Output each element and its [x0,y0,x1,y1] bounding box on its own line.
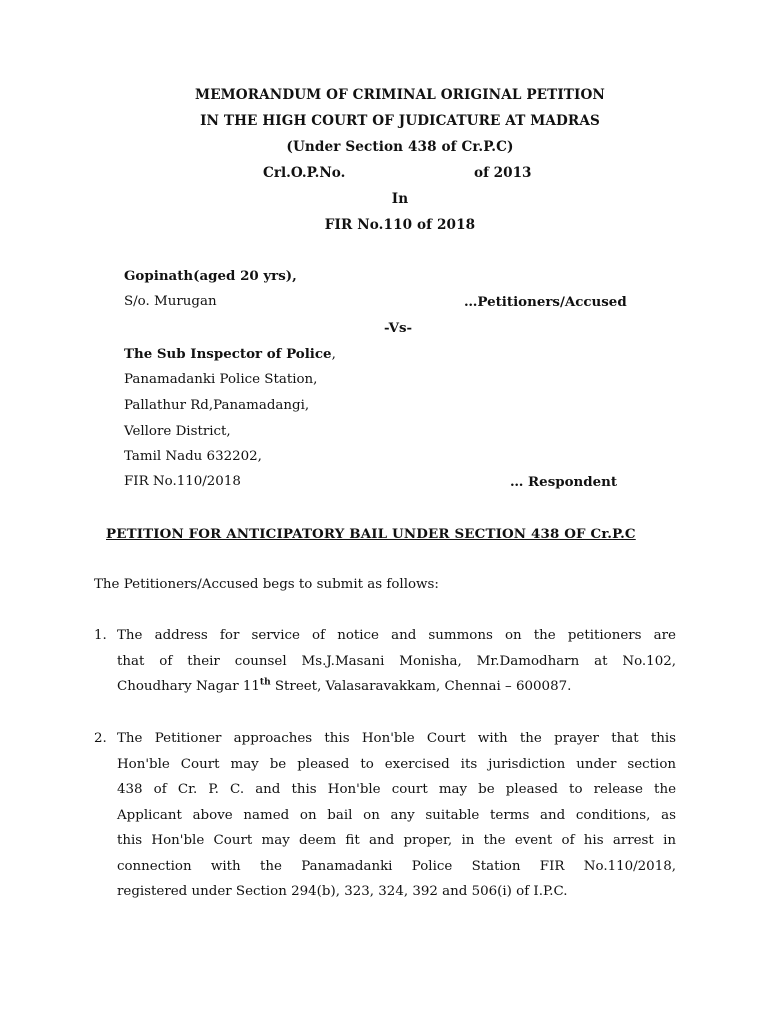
section-reference: (Under Section 438 of Cr.P.C) [286,139,514,155]
respondent-address-line: Panamadanki Police Station, [124,372,318,387]
crl-op-year: of 2013 [474,165,532,181]
petitioner-role: …Petitioners/Accused [464,294,627,310]
respondent-address-line: Pallathur Rd,Panamadangi, [124,398,310,413]
paragraph-number: 1. [94,628,107,643]
paragraph-line-part: Street, Valasaravakkam, Chennai – 600087. [270,679,572,694]
in-label: In [391,191,409,207]
paragraph-line: Applicant above named on bail on any suitable terms and conditions, as [117,807,676,823]
superscript-ordinal: th [259,677,271,688]
paragraph-line: 438 of Cr. P. C. and this Hon'ble court may be pleased to release the [117,782,676,797]
petitioner-name: Gopinath(aged 20 yrs), [124,268,297,284]
petitioner-relation: S/o. Murugan [124,294,217,309]
paragraph-line: registered under Section 294(b), 323, 324, 392 and 506(i) of I.P.C. [117,884,568,899]
paragraph-1 [117,623,676,700]
paragraph-line: connection with the Panamadanki Police Station FIR No.110/2018, [117,858,676,874]
memorandum-title: MEMORANDUM OF CRIMINAL ORIGINAL PETITION [195,87,605,103]
paragraph-line: this Hon'ble Court may deem fit and proper, in the event of his arrest in [117,833,676,848]
respondent-name [124,346,336,362]
paragraph-line: The address for service of notice and summons on the petitioners are [117,628,676,643]
intro-text: The Petitioners/Accused begs to submit as follows: [94,577,439,592]
paragraph-line-part: Choudhary Nagar 11 [117,679,260,694]
respondent-name-suffix: , [331,347,336,362]
paragraph-line: Hon'ble Court may be pleased to exercised its jurisdiction under section [117,756,676,772]
paragraph-line: The Petitioner approaches this Hon'ble Court with the prayer that this [117,731,676,746]
versus-label: -Vs- [384,320,413,336]
fir-number: FIR No.110 of 2018 [324,217,476,233]
crl-op-label: Crl.O.P.No. [263,165,346,181]
respondent-fir: FIR No.110/2018 [124,474,241,489]
respondent-address-line: Tamil Nadu 632202, [124,449,262,464]
court-name: IN THE HIGH COURT OF JUDICATURE AT MADRAS [200,113,600,129]
paragraph-line [117,674,676,700]
petition-title: PETITION FOR ANTICIPATORY BAIL UNDER SECTION 438 OF Cr.P.C [106,526,636,542]
respondent-role: … Respondent [510,474,618,490]
paragraph-number: 2. [94,731,107,746]
paragraph-2 [117,726,676,905]
respondent-address-line: Vellore District, [124,424,231,439]
respondent-name-text: The Sub Inspector of Police [124,346,332,362]
paragraph-line: that of their counsel Ms.J.Masani Monisha, Mr.Damodharn at No.102, [117,653,676,669]
